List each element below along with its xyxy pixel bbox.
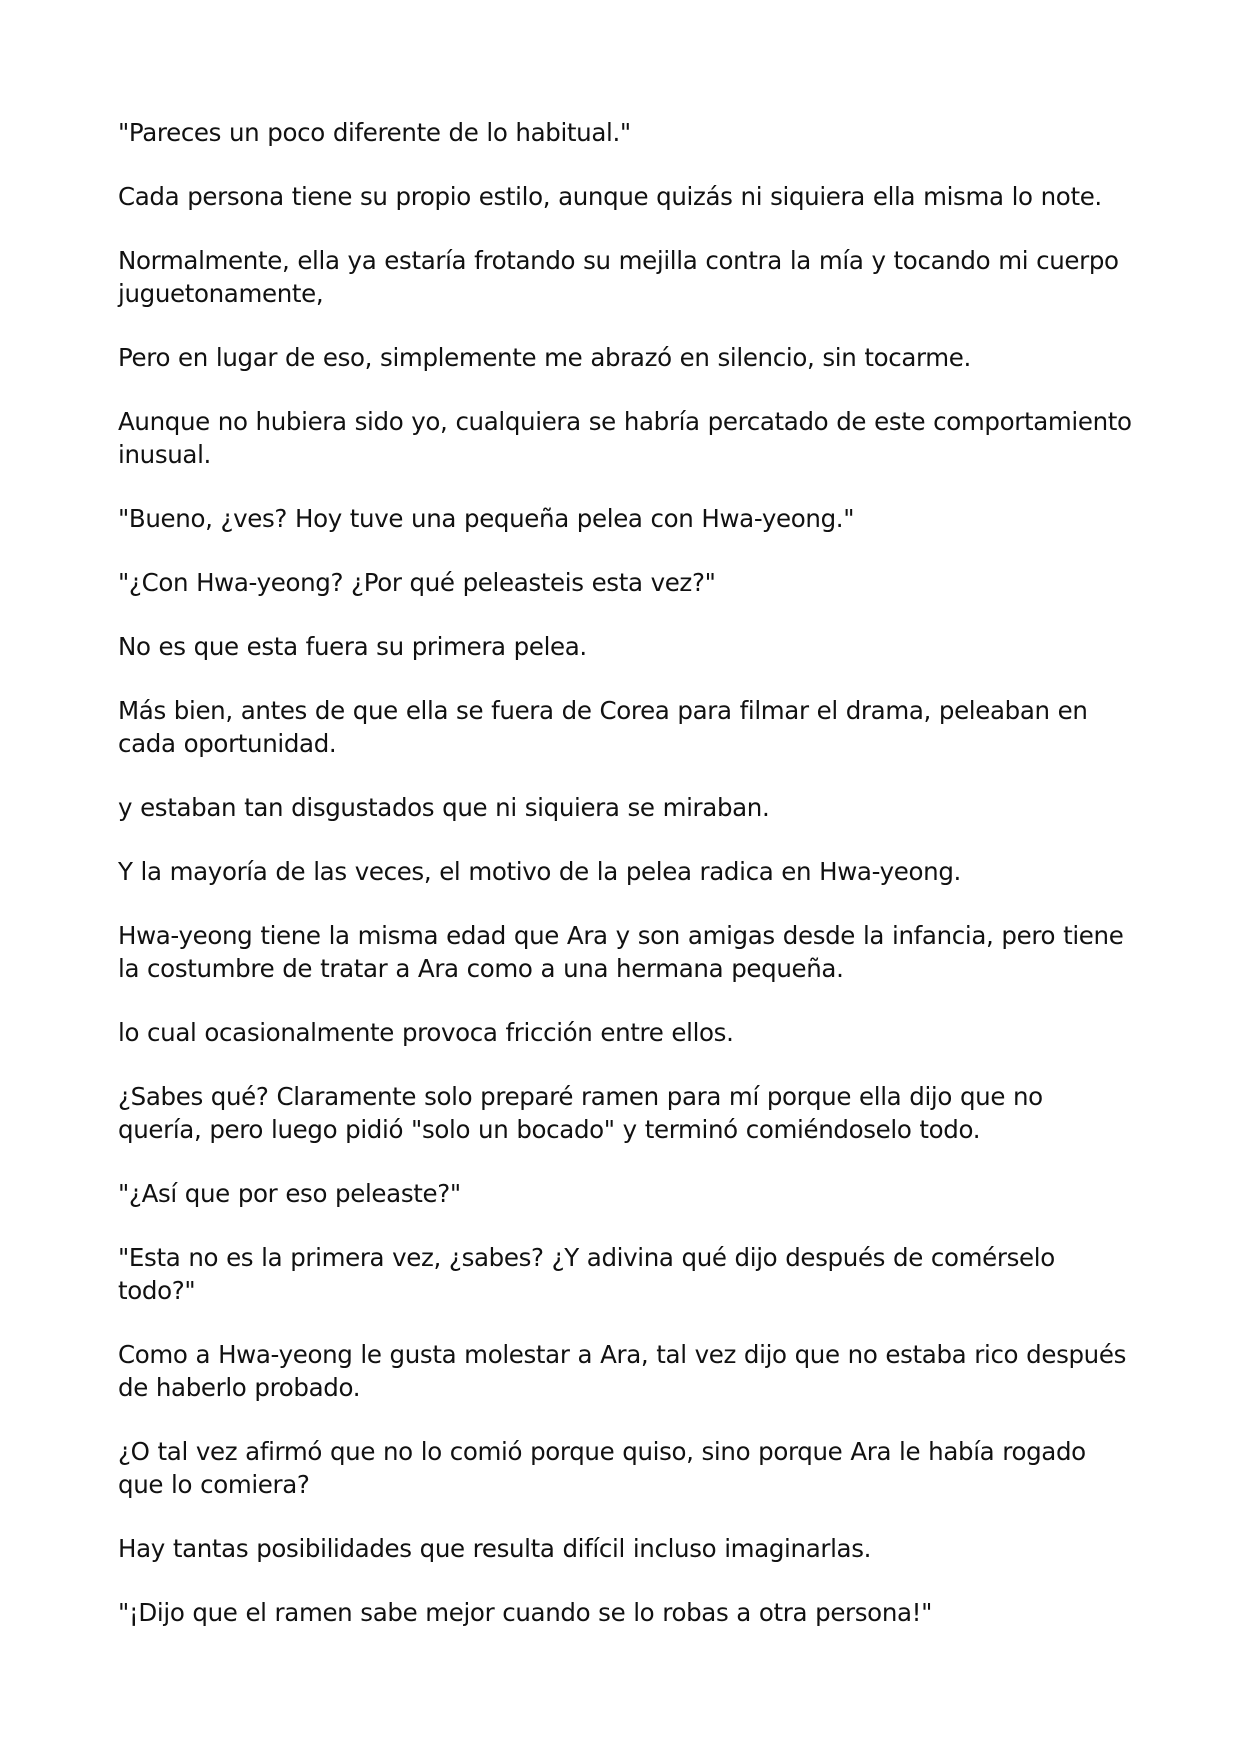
paragraph: Y la mayoría de las veces, el motivo de la pelea radica en Hwa-yeong. bbox=[118, 857, 961, 886]
paragraph: Más bien, antes de que ella se fuera de Corea para filmar el drama, peleaban en cada oportunidad. bbox=[118, 696, 1088, 758]
paragraph: Cada persona tiene su propio estilo, aunque quizás ni siquiera ella misma lo note. bbox=[118, 182, 1102, 211]
paragraph: Normalmente, ella ya estaría frotando su mejilla contra la mía y tocando mi cuerpo juguetonamente, bbox=[118, 246, 1119, 308]
paragraph: ¿O tal vez afirmó que no lo comió porque quiso, sino porque Ara le había rogado que lo comiera? bbox=[118, 1437, 1086, 1499]
paragraph: Aunque no hubiera sido yo, cualquiera se habría percatado de este comportamiento inusual. bbox=[118, 407, 1132, 469]
paragraph: "Bueno, ¿ves? Hoy tuve una pequeña pelea con Hwa-yeong." bbox=[118, 504, 855, 533]
paragraph: Hwa-yeong tiene la misma edad que Ara y son amigas desde la infancia, pero tiene la costumbre de tratar a Ara como a una hermana pequeña. bbox=[118, 921, 1124, 983]
paragraph: No es que esta fuera su primera pelea. bbox=[118, 632, 587, 661]
paragraph: Como a Hwa-yeong le gusta molestar a Ara, tal vez dijo que no estaba rico después de haberlo probado. bbox=[118, 1340, 1126, 1402]
paragraph: Hay tantas posibilidades que resulta difícil incluso imaginarlas. bbox=[118, 1534, 872, 1563]
paragraph: lo cual ocasionalmente provoca fricción entre ellos. bbox=[118, 1018, 734, 1047]
paragraph: "¿Así que por eso peleaste?" bbox=[118, 1179, 461, 1208]
paragraph: "Pareces un poco diferente de lo habitual." bbox=[118, 118, 631, 147]
paragraph: "¿Con Hwa-yeong? ¿Por qué peleasteis esta vez?" bbox=[118, 568, 716, 597]
document-body bbox=[118, 116, 1133, 1660]
paragraph: Pero en lugar de eso, simplemente me abrazó en silencio, sin tocarme. bbox=[118, 343, 971, 372]
paragraph: y estaban tan disgustados que ni siquiera se miraban. bbox=[118, 793, 770, 822]
paragraph: ¿Sabes qué? Claramente solo preparé ramen para mí porque ella dijo que no quería, pero luego pidió "solo un bocado" y terminó comiéndoselo todo. bbox=[118, 1082, 1043, 1144]
paragraph: "Esta no es la primera vez, ¿sabes? ¿Y adivina qué dijo después de comérselo todo?" bbox=[118, 1243, 1055, 1305]
paragraph: "¡Dijo que el ramen sabe mejor cuando se lo robas a otra persona!" bbox=[118, 1598, 933, 1627]
